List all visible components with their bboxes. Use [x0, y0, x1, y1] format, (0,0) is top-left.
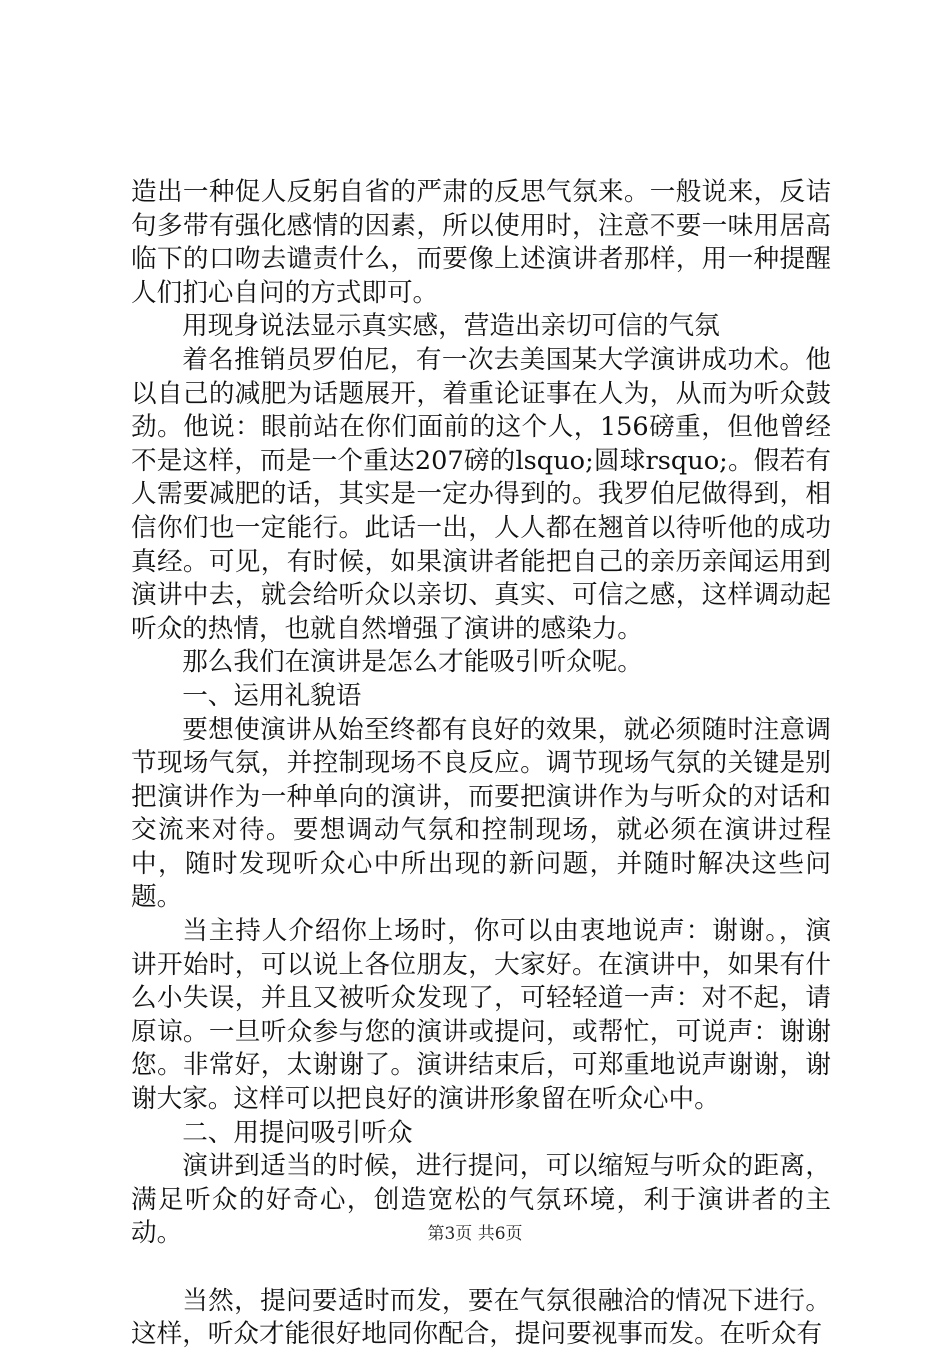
paragraph-thanks: 当主持人介绍你上场时，你可以由衷地说声：谢谢。，演讲开始时，可以说上各位朋友，大家好。在演讲中，如果有什么小失误，并且又被听众发现了，可轻轻道一声：对不起，请原谅。一旦听众参与您的演讲或提问，或帮忙，可说声：谢谢您。非常好，太谢谢了。演讲结束后，可郑重地说声谢谢，谢谢大家。这样可以把良好的演讲形象留在听众心中。	[131, 916, 831, 1115]
paragraph-continuation: 造出一种促人反躬自省的严肃的反思气氛来。一般说来，反诘句多带有强化感情的因素，所以使用时，注意不要一味用居高临下的口吻去谴责什么，而要像上述演讲者那样，用一种提醒人们扪心自问的方式即可。	[131, 177, 831, 308]
section-heading-firsthand-account: 用现身说法显示真实感，营造出亲切可信的气氛	[182, 311, 720, 342]
section-heading-polite-language: 一、运用礼貌语	[182, 680, 362, 711]
section-heading-questions: 二、用提问吸引听众	[182, 1117, 413, 1148]
paragraph-question: 那么我们在演讲是怎么才能吸引听众呢。	[182, 647, 643, 678]
paragraph-timely-questions: 当然，提问要适时而发，要在气氛很融洽的情况下进行。这样，听众才能很好地同你配合，提问要视事而发。在听众有	[131, 1285, 831, 1350]
document-body	[131, 176, 831, 1352]
paragraph-atmosphere: 要想使演讲从始至终都有良好的效果，就必须随时注意调节现场气氛，并控制现场不良反应。调节现场气氛的关键是别把演讲作为一种单向的演讲，而要把演讲作为与听众的对话和交流来对待。要想调动气氛和控制现场，就必须在演讲过程中，随时发现听众心中所出现的新问题，并随时解决这些问题。	[131, 714, 831, 913]
paragraph-asking-questions: 演讲到适当的时候，进行提问，可以缩短与听众的距离，满足听众的好奇心，创造宽松的气氛环境，利于演讲者的主动。	[131, 1151, 831, 1249]
page-number-footer: 第3页 共6页	[427, 1224, 523, 1244]
paragraph-robney-story: 着名推销员罗伯尼，有一次去美国某大学演讲成功术。他以自己的减肥为话题展开，着重论证事在人为，从而为听众鼓劲。他说：眼前站在你们面前的这个人，156磅重，但他曾经不是这样，而是一个重达207磅的lsquo;圆球rsquo;。假若有人需要减肥的话，其实是一定办得到的。我罗伯尼做得到，相信你们也一定能行。此话一出，人人都在翘首以待听他的成功真经。可见，有时候，如果演讲者能把自己的亲历亲闻运用到演讲中去，就会给听众以亲切、真实、可信之感，这样调动起听众的热情，也就自然增强了演讲的感染力。	[131, 344, 831, 644]
